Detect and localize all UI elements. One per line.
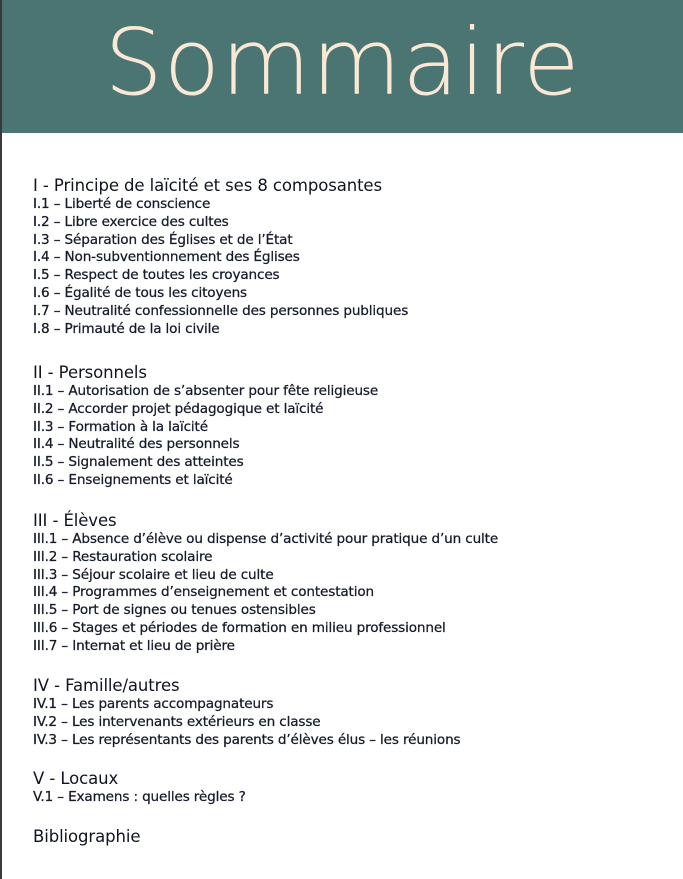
item-number: III.1 <box>33 531 58 547</box>
toc-item[interactable] <box>33 285 673 303</box>
section-heading[interactable]: I - Principe de laïcité et ses 8 composantes <box>33 176 382 195</box>
item-separator: – <box>53 400 69 417</box>
toc-item[interactable] <box>33 567 673 585</box>
toc-item[interactable] <box>33 214 673 232</box>
toc-item[interactable] <box>33 696 673 714</box>
item-separator: – <box>57 566 73 583</box>
item-label: Stages et périodes de formation en milieu professionnel <box>72 619 446 636</box>
item-label: Séjour scolaire et lieu de culte <box>72 566 274 583</box>
item-number: IV.3 <box>33 731 57 748</box>
toc-item[interactable] <box>33 267 673 285</box>
item-number: III.3 <box>33 566 58 583</box>
item-label: Égalité de tous les citoyens <box>64 284 247 301</box>
item-label: Les parents accompagnateurs <box>71 696 274 712</box>
page-title: Sommaire <box>104 9 581 116</box>
section-heading[interactable]: IV - Famille/autres <box>33 676 180 695</box>
item-separator: – <box>56 696 72 712</box>
item-separator: – <box>49 196 65 212</box>
section-heading[interactable]: II - Personnels <box>33 363 147 382</box>
item-separator: – <box>56 731 72 748</box>
item-label: Libre exercice des cultes <box>64 213 229 230</box>
toc-item[interactable] <box>33 383 673 401</box>
toc-item[interactable] <box>33 789 673 807</box>
toc-item[interactable] <box>33 549 673 567</box>
item-separator: – <box>57 637 73 654</box>
item-number: I.6 <box>33 284 50 301</box>
item-label: Les intervenants extérieurs en classe <box>71 713 321 730</box>
item-number: II.4 <box>33 436 54 453</box>
item-separator: – <box>49 231 65 248</box>
item-number: I.2 <box>33 213 50 230</box>
item-number: I.5 <box>33 267 50 284</box>
item-label: Port de signes ou tenues ostensibles <box>72 602 316 619</box>
item-number: III.2 <box>33 548 58 565</box>
section-heading[interactable]: III - Élèves <box>33 511 117 530</box>
item-number: III.4 <box>33 584 58 601</box>
item-separator: – <box>49 249 65 266</box>
item-separator: – <box>53 789 69 805</box>
item-separator: – <box>53 418 69 435</box>
item-label: Autorisation de s’absenter pour fête religieuse <box>68 383 379 399</box>
item-label: Accorder projet pédagogique et laïcité <box>68 400 324 417</box>
section-heading[interactable]: V - Locaux <box>33 769 119 788</box>
item-number: II.1 <box>33 383 54 399</box>
item-number: IV.1 <box>33 696 57 712</box>
item-label: Formation à la laïcité <box>68 418 208 435</box>
header-banner <box>2 0 683 133</box>
toc-section-principe-laicite <box>33 177 673 338</box>
toc-item[interactable] <box>33 232 673 250</box>
toc-item[interactable] <box>33 321 673 339</box>
item-separator: – <box>49 267 65 284</box>
item-label: Programmes d’enseignement et contestation <box>72 584 374 601</box>
item-number: I.8 <box>33 320 50 337</box>
item-number: II.5 <box>33 454 54 471</box>
toc-item[interactable] <box>33 472 673 490</box>
item-number: I.1 <box>33 196 50 212</box>
toc-item[interactable] <box>33 196 673 214</box>
section-heading[interactable]: Bibliographie <box>33 827 141 846</box>
item-separator: – <box>57 602 73 619</box>
toc-item[interactable] <box>33 454 673 472</box>
toc-item[interactable] <box>33 602 673 620</box>
item-label: Signalement des atteintes <box>68 454 244 471</box>
toc-item[interactable] <box>33 303 673 321</box>
item-label: Neutralité confessionnelle des personnes publiques <box>64 302 409 319</box>
toc-item[interactable] <box>33 714 673 732</box>
item-label: Primauté de la loi civile <box>64 320 220 337</box>
item-number: II.2 <box>33 400 54 417</box>
toc-section-bibliographie <box>33 828 673 847</box>
toc-section-locaux <box>33 770 673 807</box>
item-number: III.5 <box>33 602 58 619</box>
item-separator: – <box>57 619 73 636</box>
item-separator: – <box>57 584 73 601</box>
toc-section-famille-autres <box>33 677 673 749</box>
item-number: III.6 <box>33 619 58 636</box>
item-separator: – <box>56 713 72 730</box>
item-number: III.7 <box>33 637 58 654</box>
item-label: Absence d’élève ou dispense d’activité pour pratique d’un culte <box>72 531 499 547</box>
item-separator: – <box>49 320 65 337</box>
toc-item[interactable] <box>33 531 673 549</box>
item-label: Enseignements et laïcité <box>68 471 233 488</box>
toc-section-personnels <box>33 364 673 490</box>
toc-item[interactable] <box>33 419 673 437</box>
item-separator: – <box>49 302 65 319</box>
item-number: I.7 <box>33 302 50 319</box>
item-number: I.4 <box>33 249 50 266</box>
toc-item[interactable] <box>33 249 673 267</box>
item-separator: – <box>49 284 65 301</box>
item-separator: – <box>53 471 69 488</box>
item-label: Restauration scolaire <box>72 548 213 565</box>
item-label: Respect de toutes les croyances <box>64 267 280 284</box>
item-separator: – <box>57 531 73 547</box>
toc-item[interactable] <box>33 620 673 638</box>
toc-item[interactable] <box>33 584 673 602</box>
item-separator: – <box>53 436 69 453</box>
item-label: Liberté de conscience <box>64 196 211 212</box>
toc-item[interactable] <box>33 401 673 419</box>
toc-section-eleves <box>33 512 673 656</box>
item-number: IV.2 <box>33 713 57 730</box>
item-number: V.1 <box>33 789 54 805</box>
toc-item[interactable] <box>33 638 673 656</box>
item-label: Séparation des Églises et de l’État <box>64 231 293 248</box>
item-separator: – <box>53 383 69 399</box>
item-separator: – <box>57 548 73 565</box>
item-number: II.3 <box>33 418 54 435</box>
toc-item[interactable] <box>33 436 673 454</box>
item-separator: – <box>49 213 65 230</box>
item-label: Neutralité des personnels <box>68 436 240 453</box>
item-number: I.3 <box>33 231 50 248</box>
item-separator: – <box>53 454 69 471</box>
item-label: Non-subventionnement des Églises <box>64 249 300 266</box>
toc-item[interactable] <box>33 732 673 750</box>
item-number: II.6 <box>33 471 54 488</box>
item-label: Internat et lieu de prière <box>72 637 235 654</box>
item-label: Examens : quelles règles ? <box>68 789 246 805</box>
item-label: Les représentants des parents d’élèves élus – les réunions <box>71 731 461 748</box>
